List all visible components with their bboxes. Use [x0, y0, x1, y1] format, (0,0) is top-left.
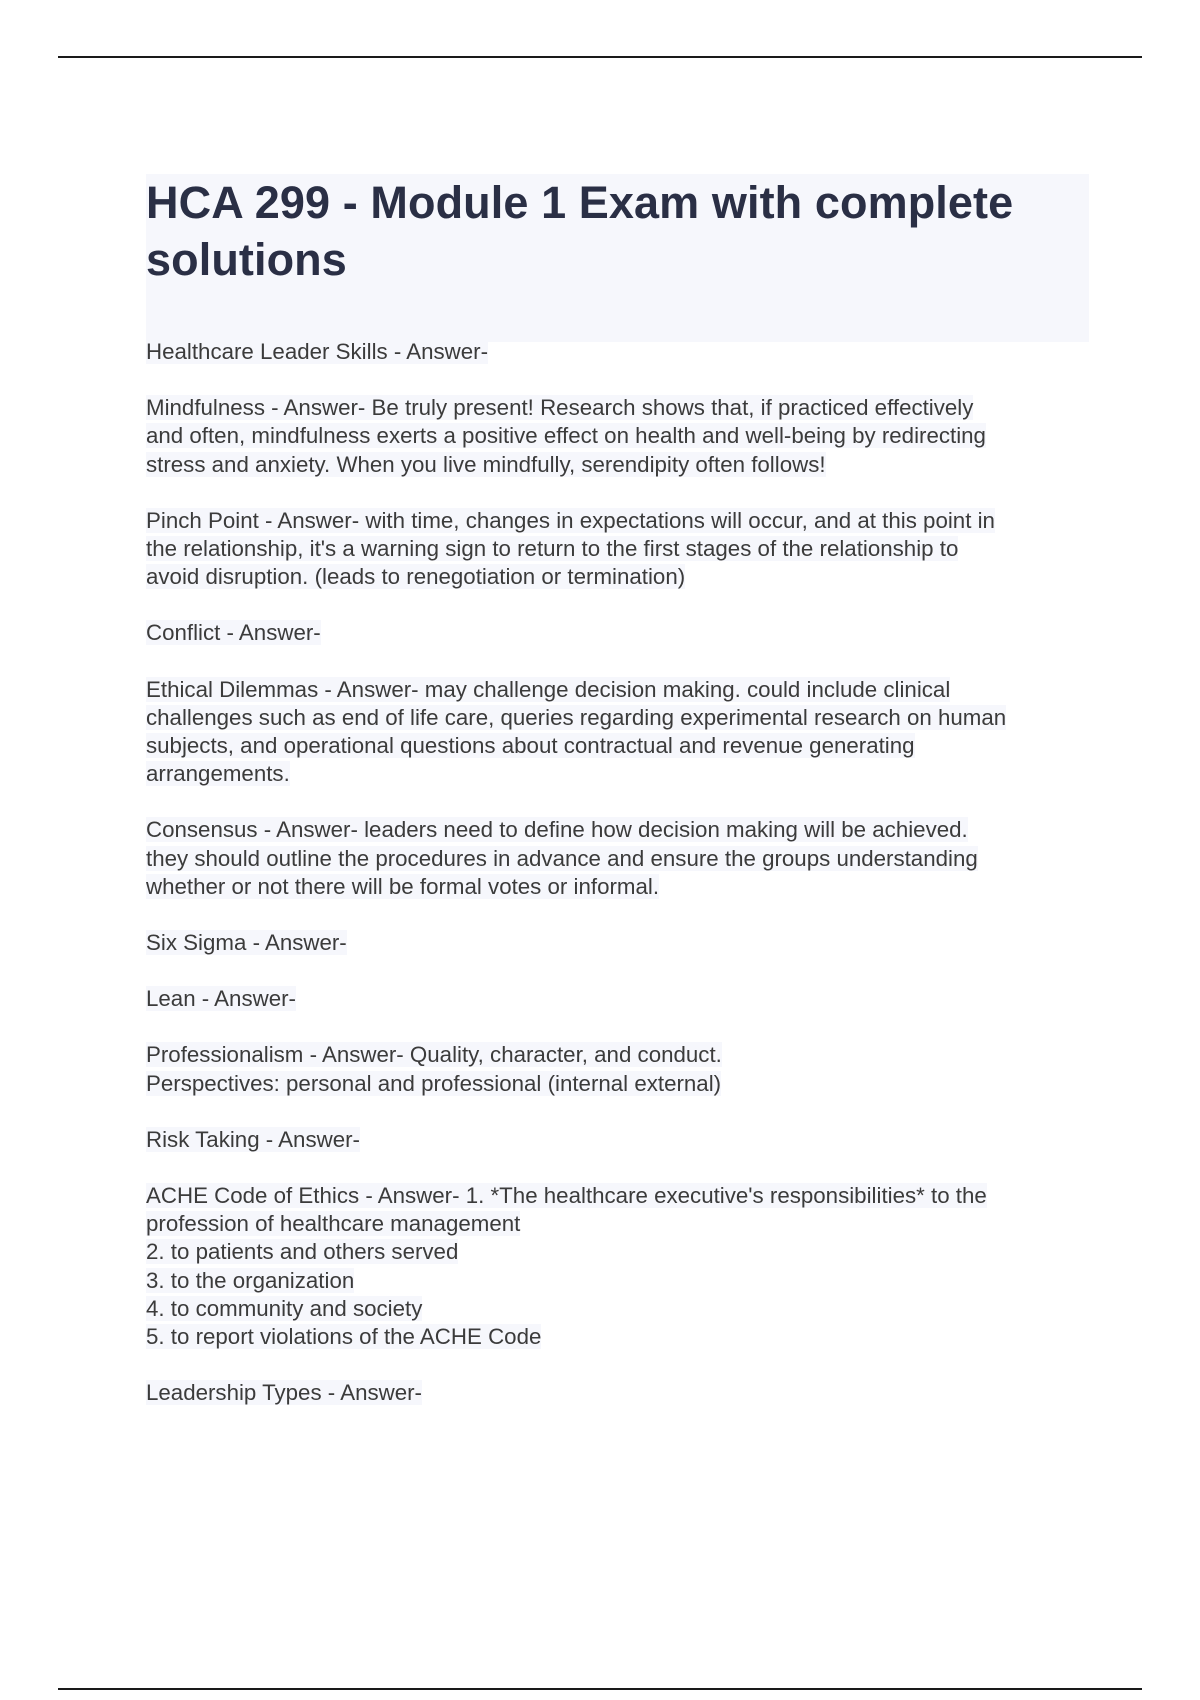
title-block — [146, 174, 1089, 342]
bottom-rule — [58, 1688, 1142, 1690]
qa-entry-line — [146, 1267, 1096, 1295]
qa-entry-line — [146, 1323, 1096, 1351]
qa-entry — [146, 1126, 1096, 1154]
qa-entry-text: Pinch Point - Answer- with time, changes in expectations will occur, and at this point in — [146, 507, 995, 533]
qa-entry-line — [146, 676, 1096, 704]
qa-entry-line — [146, 1070, 1096, 1098]
qa-entry-text: stress and anxiety. When you live mindfully, serendipity often follows! — [146, 451, 826, 477]
qa-entry-line — [146, 929, 1096, 957]
qa-entry-text: subjects, and operational questions about contractual and revenue generating — [146, 733, 915, 759]
qa-entry — [146, 929, 1096, 957]
qa-entry-text: 3. to the organization — [146, 1267, 355, 1293]
qa-entry-line — [146, 1238, 1096, 1266]
qa-entry-text: and often, mindfulness exerts a positive effect on health and well-being by redirecting — [146, 423, 986, 449]
qa-entry-line — [146, 1126, 1096, 1154]
qa-entry-line — [146, 507, 1096, 535]
qa-entry — [146, 1379, 1096, 1407]
qa-entry-line — [146, 1295, 1096, 1323]
qa-entry-text: Professionalism - Answer- Quality, character, and conduct. — [146, 1042, 722, 1068]
qa-entry-line — [146, 732, 1096, 760]
qa-entry-text: 2. to patients and others served — [146, 1239, 459, 1265]
qa-entry-text: arrangements. — [146, 761, 290, 787]
qa-entry-line — [146, 845, 1096, 873]
qa-entry-text: Perspectives: personal and professional (internal external) — [146, 1070, 722, 1096]
qa-entry-text: Consensus - Answer- leaders need to define how decision making will be achieved. — [146, 817, 968, 843]
qa-entry-text: Leadership Types - Answer- — [146, 1380, 422, 1406]
qa-entry-line — [146, 563, 1096, 591]
qa-entry-line — [146, 985, 1096, 1013]
qa-entry-line — [146, 760, 1096, 788]
qa-entry-text: Six Sigma - Answer- — [146, 930, 347, 956]
qa-entry-text: Lean - Answer- — [146, 986, 296, 1012]
qa-entry-text: profession of healthcare management — [146, 1211, 521, 1237]
qa-entry-text: challenges such as end of life care, queries regarding experimental research on human — [146, 704, 1007, 730]
qa-entry-text: Risk Taking - Answer- — [146, 1126, 360, 1152]
qa-entry-text: Ethical Dilemmas - Answer- may challenge decision making. could include clinical — [146, 676, 951, 702]
qa-entry — [146, 507, 1096, 592]
qa-list — [146, 338, 1096, 1435]
document-title: HCA 299 - Module 1 Exam with complete solutions — [146, 177, 1014, 285]
qa-entry — [146, 816, 1096, 901]
qa-entry-text: Healthcare Leader Skills - Answer- — [146, 339, 489, 364]
qa-entry-line — [146, 704, 1096, 732]
qa-entry — [146, 394, 1096, 479]
qa-entry-text: ACHE Code of Ethics - Answer- 1. *The healthcare executive's responsibilities* to the — [146, 1183, 987, 1209]
qa-entry-line — [146, 1182, 1096, 1210]
qa-entry — [146, 1182, 1096, 1351]
qa-entry-line — [146, 535, 1096, 563]
qa-entry-line — [146, 1210, 1096, 1238]
qa-entry-line — [146, 1379, 1096, 1407]
qa-entry-line — [146, 394, 1096, 422]
qa-entry-line — [146, 816, 1096, 844]
qa-entry-text: the relationship, it's a warning sign to return to the first stages of the relationship to — [146, 536, 959, 562]
qa-entry — [146, 338, 1096, 366]
qa-entry-text: whether or not there will be formal votes or informal. — [146, 873, 660, 899]
qa-entry-line — [146, 873, 1096, 901]
qa-entry — [146, 985, 1096, 1013]
qa-entry-text: they should outline the procedures in advance and ensure the groups understanding — [146, 845, 978, 871]
top-rule — [58, 56, 1142, 58]
qa-entry-line — [146, 451, 1096, 479]
qa-entry-text: 5. to report violations of the ACHE Code — [146, 1324, 542, 1350]
qa-entry-text: Conflict - Answer- — [146, 620, 321, 646]
qa-entry-text: avoid disruption. (leads to renegotiation or termination) — [146, 564, 686, 590]
qa-entry-line — [146, 619, 1096, 647]
qa-entry-text: 4. to community and society — [146, 1295, 423, 1321]
qa-entry — [146, 619, 1096, 647]
qa-entry-line — [146, 338, 1096, 366]
qa-entry-text: Mindfulness - Answer- Be truly present! Research shows that, if practiced effectively — [146, 395, 974, 421]
qa-entry — [146, 1041, 1096, 1097]
qa-entry-line — [146, 422, 1096, 450]
qa-entry-line — [146, 1041, 1096, 1069]
qa-entry — [146, 676, 1096, 789]
